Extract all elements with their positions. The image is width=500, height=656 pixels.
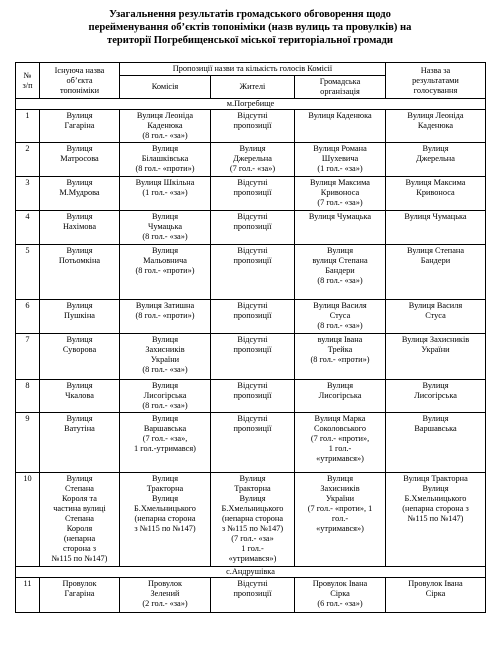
residents-cell: [211, 380, 295, 413]
cell-line: Чкалова: [65, 391, 94, 400]
commission-cell: [120, 380, 211, 413]
table-row: [16, 380, 486, 413]
cell-line: Гагаріна: [64, 121, 95, 130]
result-cell: [386, 380, 486, 413]
cell-line: пропозиції: [233, 391, 272, 400]
row-number: 11: [16, 578, 40, 613]
document-title: [14, 8, 486, 47]
existing-name-cell: [40, 143, 120, 177]
cell-line: Короля та: [62, 494, 97, 503]
cell-line: (8 гол.- «за»): [142, 365, 188, 374]
cell-line: (1 гол.- «за»): [142, 188, 188, 197]
public-organization-cell: [295, 110, 386, 143]
cell-line: Матросова: [60, 154, 99, 163]
cell-line: Вулиця Романа: [313, 144, 367, 153]
cell-line: Джерельна: [233, 154, 272, 163]
cell-line: Провулок Івана: [312, 579, 368, 588]
cell-line: Суворова: [62, 345, 97, 354]
cell-line: (7 гол.- «за»: [231, 534, 274, 543]
row-number: 1: [16, 110, 40, 143]
cell-line: Ватутіна: [64, 424, 95, 433]
cell-line: (8 гол.- «проти»): [135, 311, 195, 320]
cell-line: Вулиця: [66, 414, 93, 423]
cell-line: Відсутні: [237, 579, 268, 588]
cell-line: Вулиця: [151, 144, 179, 153]
cell-line: пропозиції: [233, 589, 272, 598]
cell-line: (8 гол.- «за»): [317, 321, 363, 330]
cell-line: гол.-: [331, 514, 349, 523]
existing-name-cell: [40, 110, 120, 143]
cell-line: Вулиця Степана: [406, 246, 465, 255]
result-cell: [386, 578, 486, 613]
cell-line: Провулок: [147, 579, 183, 588]
cell-line: України: [325, 494, 355, 503]
cell-line: вулиця Івана: [317, 335, 363, 344]
commission-cell: [120, 413, 211, 473]
cell-line: Вулиця Леоніда: [136, 111, 194, 120]
commission-cell: [120, 300, 211, 334]
cell-line: Лисогірська: [318, 391, 362, 400]
cell-line: (1 гол.- «за»): [317, 164, 363, 173]
cell-line: сторона з: [62, 544, 97, 553]
cell-line: Вулиця Василя: [313, 301, 367, 310]
cell-line: 1 гол.-: [241, 544, 264, 553]
section-name: с.Андрушівка: [16, 567, 486, 578]
table-row: [16, 211, 486, 245]
section-row: [16, 567, 486, 578]
public-organization-cell: [295, 177, 386, 211]
cell-line: Вулиця Леоніда: [407, 111, 464, 120]
result-cell: [386, 211, 486, 245]
table-row: [16, 110, 486, 143]
cell-line: Вулиця Чумацька: [308, 212, 372, 221]
cell-line: Відсутні: [237, 212, 268, 221]
cell-line: Вулиця: [151, 494, 179, 503]
residents-cell: [211, 110, 295, 143]
cell-line: 1 гол.-: [328, 444, 352, 453]
existing-name-cell: [40, 413, 120, 473]
cell-line: Вулиця: [151, 335, 179, 344]
cell-line: (7 гол.- «за»): [229, 164, 276, 173]
cell-line: Вулиця Максима: [405, 178, 466, 187]
cell-line: (8 гол.- «за»): [142, 401, 188, 410]
header-residents: Жителі: [211, 76, 295, 99]
existing-name-cell: [40, 211, 120, 245]
cell-line: (непарна сторона: [221, 514, 284, 523]
cell-line: (7 гол.- «проти»,: [310, 434, 370, 443]
cell-line: пропозиції: [233, 256, 272, 265]
cell-line: Вулиця: [66, 335, 93, 344]
public-organization-cell: [295, 245, 386, 300]
cell-line: (непарна сторона з: [402, 504, 469, 513]
cell-line: Вулиця: [66, 111, 93, 120]
cell-line: Степана: [65, 514, 94, 523]
result-cell: [386, 110, 486, 143]
cell-line: Вулиця Затишна: [135, 301, 195, 310]
cell-line: Вулиця Каденюка: [308, 111, 372, 120]
cell-line: (6 гол.- «за»): [317, 599, 363, 608]
table-row: [16, 245, 486, 300]
cell-line: Гагаріна: [64, 589, 95, 598]
row-number: 6: [16, 300, 40, 334]
table-row: [16, 143, 486, 177]
cell-line: Короля: [66, 524, 93, 533]
table-row: [16, 300, 486, 334]
cell-line: Трейка: [327, 345, 353, 354]
cell-line: Вулиця: [66, 246, 93, 255]
cell-line: М.Мудрова: [59, 188, 100, 197]
title-line-3: території Погребищенської міської територіальної громади: [107, 35, 393, 46]
cell-line: Вулиця: [239, 144, 266, 153]
cell-line: (8 гол.- «проти»): [135, 266, 195, 275]
cell-line: «утримався»): [228, 554, 277, 563]
cell-line: Вулиця: [326, 246, 354, 255]
public-organization-cell: [295, 300, 386, 334]
cell-line: (8 гол.- «за»): [142, 131, 188, 140]
cell-line: Варшавська: [414, 424, 457, 433]
cell-line: Бандери: [325, 266, 355, 275]
cell-line: Вулиця: [151, 414, 179, 423]
cell-line: Вулиця: [66, 474, 93, 483]
cell-line: (непарна сторона: [134, 514, 196, 523]
cell-line: пропозиції: [233, 345, 272, 354]
cell-line: Лисогірська: [143, 391, 187, 400]
cell-line: вулиця Степана: [312, 256, 368, 265]
existing-name-cell: [40, 300, 120, 334]
cell-line: №115 по №147): [407, 514, 464, 523]
cell-line: Відсутні: [237, 178, 268, 187]
cell-line: України: [421, 345, 450, 354]
existing-name-cell: [40, 177, 120, 211]
residents-cell: [211, 413, 295, 473]
residents-cell: [211, 245, 295, 300]
existing-name-cell: [40, 245, 120, 300]
table-body: [16, 99, 486, 613]
commission-cell: [120, 245, 211, 300]
public-organization-cell: [295, 380, 386, 413]
header-commission: Комісія: [120, 76, 211, 99]
commission-cell: [120, 143, 211, 177]
title-line-1: Узагальнення результатів громадського обговорення щодо: [109, 9, 391, 20]
cell-line: Вулиця: [326, 381, 354, 390]
cell-line: Каденюка: [147, 121, 183, 130]
cell-line: Провулок: [62, 579, 97, 588]
cell-line: Вулиця Шкільна: [135, 178, 195, 187]
row-number: 4: [16, 211, 40, 245]
result-cell: [386, 473, 486, 567]
public-organization-cell: [295, 143, 386, 177]
row-number: 8: [16, 380, 40, 413]
cell-line: Каденюка: [417, 121, 454, 130]
cell-line: Кривоноса: [320, 188, 360, 197]
cell-line: Відсутні: [237, 246, 268, 255]
cell-line: Лисогірська: [414, 391, 457, 400]
public-organization-cell: [295, 211, 386, 245]
cell-line: Тракторна: [234, 484, 271, 493]
cell-line: Соколовського: [313, 424, 367, 433]
cell-line: Відсутні: [237, 111, 268, 120]
table-row: [16, 177, 486, 211]
row-number: 7: [16, 334, 40, 380]
residents-cell: [211, 177, 295, 211]
row-number: 3: [16, 177, 40, 211]
cell-line: (8 гол.- «за»): [142, 232, 188, 241]
existing-name-cell: [40, 380, 120, 413]
result-cell: [386, 143, 486, 177]
header-existing-name: Існуюча назва об’єкта топоніміки: [40, 63, 120, 99]
row-number: 10: [16, 473, 40, 567]
cell-line: Вулиця: [151, 246, 179, 255]
cell-line: Вулиця: [151, 212, 179, 221]
table-row: [16, 413, 486, 473]
cell-line: пропозиції: [233, 311, 272, 320]
cell-line: (7 гол.- «за»,: [142, 434, 188, 443]
residents-cell: [211, 578, 295, 613]
cell-line: Бандери: [420, 256, 451, 265]
residents-cell: [211, 300, 295, 334]
cell-line: частина вулиці: [53, 504, 106, 513]
cell-line: Зелений: [150, 589, 180, 598]
header-result: Назва за результатами голосування: [386, 63, 486, 99]
cell-line: Провулок Івана: [408, 579, 463, 588]
cell-line: Вулиця: [239, 494, 266, 503]
cell-line: Вулиця: [66, 178, 93, 187]
cell-line: Чумацька: [147, 222, 183, 231]
cell-line: (8 гол.- «за»): [317, 276, 363, 285]
existing-name-cell: [40, 334, 120, 380]
public-organization-cell: [295, 413, 386, 473]
residents-cell: [211, 473, 295, 567]
cell-line: Вулиця: [239, 474, 266, 483]
residents-cell: [211, 334, 295, 380]
cell-line: Вулиця: [422, 381, 449, 390]
cell-line: Б.Хмельницького: [404, 494, 467, 503]
cell-line: №115 по №147): [51, 554, 108, 563]
cell-line: «утримався»): [316, 524, 364, 533]
commission-cell: [120, 334, 211, 380]
commission-cell: [120, 473, 211, 567]
header-number: № з/п: [16, 63, 40, 99]
cell-line: Захисників: [145, 345, 185, 354]
cell-line: «утримався»): [316, 454, 364, 463]
cell-line: пропозиції: [233, 424, 272, 433]
public-organization-cell: [295, 473, 386, 567]
cell-line: Відсутні: [237, 414, 268, 423]
cell-line: Вулиця Тракторна: [403, 474, 468, 483]
table-row: [16, 334, 486, 380]
header-public-organization: Громадська організація: [295, 76, 386, 99]
cell-line: Варшавська: [143, 424, 187, 433]
cell-line: Вулиця: [66, 381, 93, 390]
cell-line: Шухевича: [321, 154, 359, 163]
cell-line: (7 гол.- «за»): [317, 198, 363, 207]
cell-line: Білашківська: [141, 154, 189, 163]
cell-line: Вулиця: [422, 414, 449, 423]
cell-line: Вулиця: [66, 144, 93, 153]
section-row: [16, 99, 486, 110]
cell-line: Джерельна: [416, 154, 455, 163]
cell-line: Вулиця: [151, 474, 179, 483]
cell-line: Вулиця Чумацька: [404, 212, 467, 221]
existing-name-cell: [40, 473, 120, 567]
cell-line: Тракторна: [146, 484, 184, 493]
residents-cell: [211, 211, 295, 245]
cell-line: з №115 по №147): [134, 524, 196, 533]
cell-line: Б.Хмельницького: [221, 504, 284, 513]
public-organization-cell: [295, 334, 386, 380]
cell-line: Вулиця: [422, 144, 449, 153]
cell-line: Сірка: [425, 589, 446, 598]
title-line-2: перейменування об’єктів топоніміки (назв вулиць та провулків) на: [88, 22, 412, 33]
header-proposals: Пропозиції назви та кількість голосів Комісії: [120, 63, 386, 76]
section-name: м.Погребище: [16, 99, 486, 110]
cell-line: Пушкіна: [64, 311, 95, 320]
result-cell: [386, 413, 486, 473]
cell-line: Вулиця Захисників: [401, 335, 470, 344]
cell-line: Вулиця Максима: [309, 178, 370, 187]
cell-line: (7 гол.- «проти», 1: [307, 504, 373, 513]
cell-line: пропозиції: [233, 222, 272, 231]
cell-line: Вулиця: [66, 212, 93, 221]
cell-line: Нахімова: [62, 222, 97, 231]
cell-line: Вулиця Василя: [408, 301, 463, 310]
commission-cell: [120, 578, 211, 613]
row-number: 9: [16, 413, 40, 473]
result-cell: [386, 177, 486, 211]
cell-line: Відсутні: [237, 335, 268, 344]
cell-line: Відсутні: [237, 381, 268, 390]
cell-line: Потьомкіна: [58, 256, 101, 265]
cell-line: Мальовнича: [143, 256, 187, 265]
row-number: 5: [16, 245, 40, 300]
cell-line: Захисників: [320, 484, 360, 493]
cell-line: Б.Хмельницького: [134, 504, 196, 513]
cell-line: Стуса: [425, 311, 446, 320]
commission-cell: [120, 177, 211, 211]
public-organization-cell: [295, 578, 386, 613]
cell-line: пропозиції: [233, 188, 272, 197]
residents-cell: [211, 143, 295, 177]
result-cell: [386, 300, 486, 334]
cell-line: (8 гол.- «проти»): [135, 164, 195, 173]
cell-line: Вулиця: [422, 484, 449, 493]
result-cell: [386, 245, 486, 300]
results-table: [15, 62, 486, 613]
cell-line: (2 гол.- «за»): [142, 599, 188, 608]
cell-line: (непарна: [63, 534, 96, 543]
existing-name-cell: [40, 578, 120, 613]
cell-line: Вулиця Марка: [314, 414, 366, 423]
commission-cell: [120, 110, 211, 143]
table-row: [16, 473, 486, 567]
result-cell: [386, 334, 486, 380]
cell-line: Кривоноса: [416, 188, 455, 197]
cell-line: Сірка: [330, 589, 350, 598]
cell-line: Стуса: [329, 311, 351, 320]
cell-line: 1 гол.-утримався): [134, 444, 196, 453]
cell-line: Вулиця: [66, 301, 93, 310]
cell-line: (8 гол.- «проти»): [310, 355, 370, 364]
cell-line: Вулиця: [326, 474, 354, 483]
commission-cell: [120, 211, 211, 245]
cell-line: Відсутні: [237, 301, 268, 310]
row-number: 2: [16, 143, 40, 177]
table-row: [16, 578, 486, 613]
cell-line: Степана: [65, 484, 94, 493]
cell-line: України: [150, 355, 180, 364]
cell-line: Вулиця: [151, 381, 179, 390]
cell-line: з №115 по №147): [221, 524, 284, 533]
cell-line: пропозиції: [233, 121, 272, 130]
